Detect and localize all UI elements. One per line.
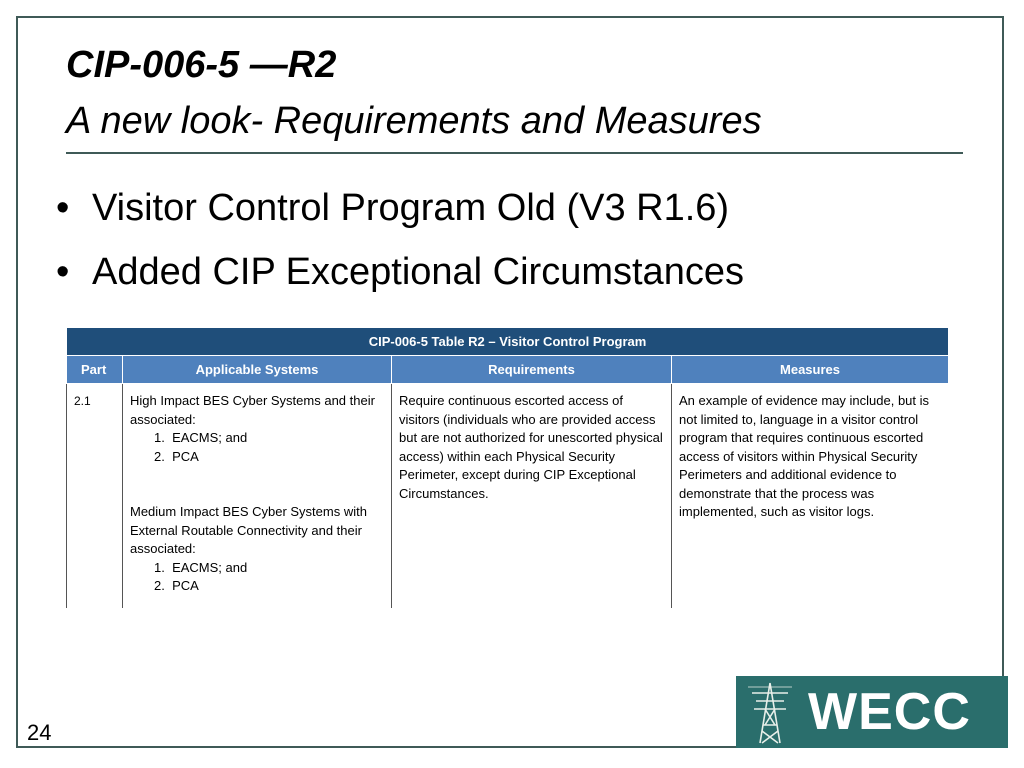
cell-measures: An example of evidence may include, but is not limited to, language in a visitor control program that requires continuous escorted access of visitors within Physical Security Perimeters and additional evidence to demonstrate that the process was implemented, such as visitor logs. [672,384,949,609]
header-measures: Measures [672,356,949,384]
header-requirements: Requirements [392,356,672,384]
table-banner-row [67,328,949,356]
cell-part: 2.1 [67,384,123,609]
table-banner: CIP-006-5 Table R2 – Visitor Control Program [67,328,949,356]
page-number: 24 [27,720,52,745]
list-item: 1. EACMS; and [154,559,248,575]
header-part: Part [67,356,123,384]
table-header-row [67,356,949,384]
requirements-table [66,327,949,608]
bullet-item [56,253,744,291]
title-divider [66,152,963,154]
transmission-tower-icon [746,679,794,745]
wecc-logo [736,676,1008,748]
bullet-item [56,189,744,227]
bullet-icon: • [56,251,70,293]
systems-intro-medium: Medium Impact BES Cyber Systems with External Routable Connectivity and their associated: [130,504,367,556]
systems-list-high [130,429,384,466]
bullet-text: Added CIP Exceptional Circumstances [92,251,744,293]
bullet-icon: • [56,187,70,229]
header-applicable-systems: Applicable Systems [123,356,392,384]
systems-intro-high: High Impact BES Cyber Systems and their associated: [130,393,375,427]
slide-title: CIP-006-5 —R2 [66,44,337,86]
bullet-text: Visitor Control Program Old (V3 R1.6) [92,187,730,229]
list-item: 2. PCA [154,578,199,593]
list-item: 1. EACMS; and [154,430,248,445]
slide-subtitle: A new look- Requirements and Measures [66,100,762,142]
logo-text: WECC [808,683,971,741]
bullet-list [56,189,744,317]
list-item: 2. PCA [154,448,199,464]
systems-list-medium [130,559,384,596]
cell-requirements: Require continuous escorted access of visitors (individuals who are provided access but are not authorized for unescorted physical access) within each Physical Security Perimeter, except during CIP Exceptional Circumstances. [392,384,672,609]
table-row [67,384,949,609]
cell-applicable-systems [123,384,392,609]
